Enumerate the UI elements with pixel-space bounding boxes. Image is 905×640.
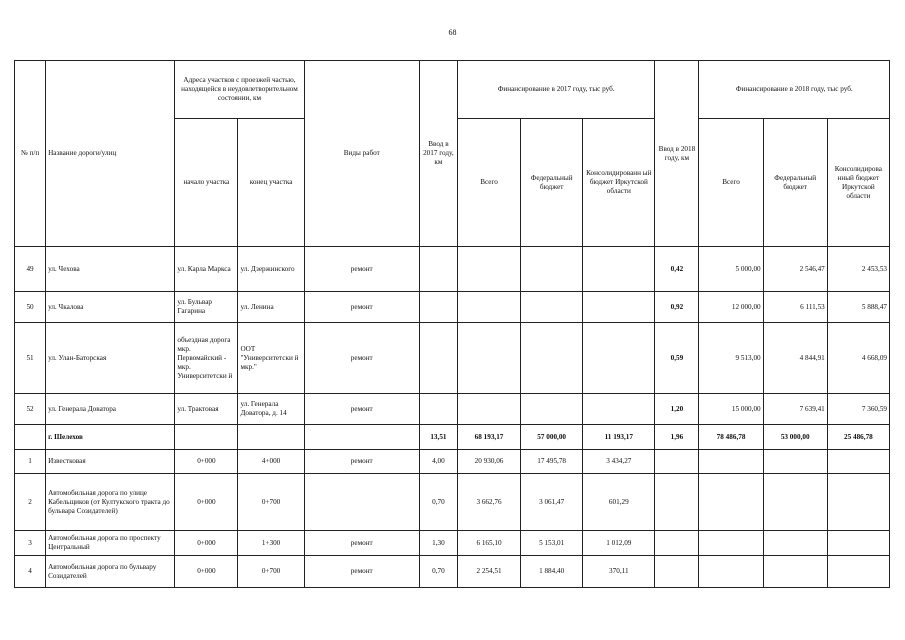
cell-in17: 13,51 xyxy=(419,425,457,450)
header-total-2018: Всего xyxy=(699,119,763,247)
cell-in18 xyxy=(655,556,699,588)
cell-end: 4+000 xyxy=(238,450,304,474)
cell-num: 50 xyxy=(15,292,46,323)
table-row xyxy=(15,450,890,474)
cell-t18 xyxy=(699,531,763,556)
cell-in18: 1,96 xyxy=(655,425,699,450)
table-row xyxy=(15,474,890,531)
cell-k17: 1 012,09 xyxy=(583,531,655,556)
cell-start: 0+000 xyxy=(175,531,238,556)
cell-t18: 9 513,00 xyxy=(699,323,763,394)
cell-work: ремонт xyxy=(304,531,419,556)
table-row xyxy=(15,394,890,425)
cell-f17 xyxy=(521,247,583,292)
cell-in17 xyxy=(419,247,457,292)
cell-t18 xyxy=(699,556,763,588)
cell-f18 xyxy=(763,556,827,588)
cell-work: ремонт xyxy=(304,394,419,425)
cell-work: ремонт xyxy=(304,323,419,394)
cell-t17 xyxy=(457,394,520,425)
cell-f18: 2 546,47 xyxy=(763,247,827,292)
cell-t17: 2 254,51 xyxy=(457,556,520,588)
cell-f18: 53 000,00 xyxy=(763,425,827,450)
cell-name: Автомобильная дорога по проспекту Центральный xyxy=(46,531,175,556)
header-addresses: Адреса участков с проезжей частью, находящейся в неудовлетворительном состоянии, км xyxy=(175,61,304,119)
cell-f18: 6 111,53 xyxy=(763,292,827,323)
header-road-name: Название дороги/улиц xyxy=(46,61,175,247)
cell-in17 xyxy=(419,292,457,323)
header-fin-2018: Финансирование в 2018 году, тыс руб. xyxy=(699,61,890,119)
table-row xyxy=(15,556,890,588)
page-number: 68 xyxy=(448,28,457,37)
cell-num xyxy=(15,425,46,450)
cell-t18: 12 000,00 xyxy=(699,292,763,323)
cell-k18: 2 453,53 xyxy=(827,247,889,292)
cell-f18 xyxy=(763,531,827,556)
cell-t17: 68 193,17 xyxy=(457,425,520,450)
cell-in17: 0,70 xyxy=(419,474,457,531)
header-input-2018: Ввод в 2018 году, км xyxy=(655,61,699,247)
cell-in18: 0,59 xyxy=(655,323,699,394)
cell-f17 xyxy=(521,394,583,425)
cell-in17: 0,70 xyxy=(419,556,457,588)
cell-in17 xyxy=(419,394,457,425)
cell-t17 xyxy=(457,247,520,292)
cell-k17 xyxy=(583,247,655,292)
cell-end: 0+700 xyxy=(238,556,304,588)
header-input-2017: Ввод в 2017 году, км xyxy=(419,61,457,247)
header-fin-2017: Финансирование в 2017 году, тыс руб. xyxy=(457,61,654,119)
cell-t18: 5 000,00 xyxy=(699,247,763,292)
cell-t17: 3 662,76 xyxy=(457,474,520,531)
cell-end: ул. Генерала Доватора, д. 14 xyxy=(238,394,304,425)
cell-k17 xyxy=(583,292,655,323)
city-total-row xyxy=(15,425,890,450)
cell-t17 xyxy=(457,323,520,394)
cell-k18: 7 360,59 xyxy=(827,394,889,425)
cell-k17 xyxy=(583,394,655,425)
cell-start: 0+000 xyxy=(175,474,238,531)
header-work-type: Виды работ xyxy=(304,61,419,247)
cell-k17: 11 193,17 xyxy=(583,425,655,450)
cell-in18 xyxy=(655,474,699,531)
cell-name: г. Шелехов xyxy=(46,425,175,450)
cell-end xyxy=(238,425,304,450)
cell-num: 51 xyxy=(15,323,46,394)
cell-work xyxy=(304,474,419,531)
cell-k18: 4 668,09 xyxy=(827,323,889,394)
cell-end: 0+700 xyxy=(238,474,304,531)
header-num: № п/п xyxy=(15,61,46,247)
cell-num: 1 xyxy=(15,450,46,474)
cell-start: ул. Карла Маркса xyxy=(175,247,238,292)
cell-num: 2 xyxy=(15,474,46,531)
cell-work: ремонт xyxy=(304,292,419,323)
cell-t17: 20 930,06 xyxy=(457,450,520,474)
cell-t18 xyxy=(699,450,763,474)
cell-in18: 0,42 xyxy=(655,247,699,292)
header-end: конец участка xyxy=(238,119,304,247)
cell-k18 xyxy=(827,556,889,588)
cell-k18: 25 486,78 xyxy=(827,425,889,450)
cell-name: ул. Генерала Доватора xyxy=(46,394,175,425)
cell-f17 xyxy=(521,292,583,323)
cell-name: Известковая xyxy=(46,450,175,474)
cell-num: 3 xyxy=(15,531,46,556)
cell-name: Автомобильная дорога по улице Кабельщиков (от Култукского тракта до бульвара Созидателей) xyxy=(46,474,175,531)
cell-start: ул. Бульвар Гагарина xyxy=(175,292,238,323)
cell-f17: 1 884,40 xyxy=(521,556,583,588)
cell-work xyxy=(304,425,419,450)
cell-start: 0+000 xyxy=(175,556,238,588)
cell-f17: 3 061,47 xyxy=(521,474,583,531)
cell-in18: 0,92 xyxy=(655,292,699,323)
header-start: начало участка xyxy=(175,119,238,247)
cell-f17: 57 000,00 xyxy=(521,425,583,450)
cell-num: 52 xyxy=(15,394,46,425)
cell-end: ООТ "Университетски й мкр." xyxy=(238,323,304,394)
cell-k18: 5 888,47 xyxy=(827,292,889,323)
cell-f17: 5 153,01 xyxy=(521,531,583,556)
cell-num: 49 xyxy=(15,247,46,292)
header-consolidated-2018: Консолидирова нный бюджет Иркутской области xyxy=(827,119,889,247)
cell-t18 xyxy=(699,474,763,531)
cell-f18: 4 844,91 xyxy=(763,323,827,394)
header-consolidated-2017: Консолидированн ый бюджет Иркутской области xyxy=(583,119,655,247)
cell-f17: 17 495,78 xyxy=(521,450,583,474)
cell-k17: 601,29 xyxy=(583,474,655,531)
cell-k17: 3 434,27 xyxy=(583,450,655,474)
cell-in18: 1,20 xyxy=(655,394,699,425)
header-federal-2017: Федеральный бюджет xyxy=(521,119,583,247)
cell-in18 xyxy=(655,531,699,556)
header-federal-2018: Федеральный бюджет xyxy=(763,119,827,247)
cell-k18 xyxy=(827,531,889,556)
header-total-2017: Всего xyxy=(457,119,520,247)
cell-start: объездная дорога мкр. Первомайский - мкр. Университетски й xyxy=(175,323,238,394)
cell-in17: 4,00 xyxy=(419,450,457,474)
cell-end: ул. Дзержинского xyxy=(238,247,304,292)
cell-k17 xyxy=(583,323,655,394)
table-row xyxy=(15,247,890,292)
road-funding-table xyxy=(14,60,890,588)
cell-num: 4 xyxy=(15,556,46,588)
cell-f17 xyxy=(521,323,583,394)
cell-t17 xyxy=(457,292,520,323)
cell-k17: 370,11 xyxy=(583,556,655,588)
cell-f18 xyxy=(763,450,827,474)
cell-k18 xyxy=(827,450,889,474)
table-row xyxy=(15,531,890,556)
cell-name: ул. Улан-Баторская xyxy=(46,323,175,394)
cell-name: ул. Чкалова xyxy=(46,292,175,323)
table-row xyxy=(15,292,890,323)
cell-name: ул. Чехова xyxy=(46,247,175,292)
cell-in17: 1,30 xyxy=(419,531,457,556)
table-row xyxy=(15,323,890,394)
cell-start: 0+000 xyxy=(175,450,238,474)
cell-t18: 78 486,78 xyxy=(699,425,763,450)
cell-t17: 6 165,10 xyxy=(457,531,520,556)
cell-in17 xyxy=(419,323,457,394)
cell-work: ремонт xyxy=(304,556,419,588)
cell-k18 xyxy=(827,474,889,531)
cell-f18: 7 639,41 xyxy=(763,394,827,425)
cell-start xyxy=(175,425,238,450)
cell-work: ремонт xyxy=(304,450,419,474)
cell-name: Автомобильная дорога по бульвару Созидателей xyxy=(46,556,175,588)
cell-in18 xyxy=(655,450,699,474)
cell-start: ул. Трактовая xyxy=(175,394,238,425)
cell-f18 xyxy=(763,474,827,531)
cell-work: ремонт xyxy=(304,247,419,292)
cell-t18: 15 000,00 xyxy=(699,394,763,425)
cell-end: 1+300 xyxy=(238,531,304,556)
cell-end: ул. Ленина xyxy=(238,292,304,323)
